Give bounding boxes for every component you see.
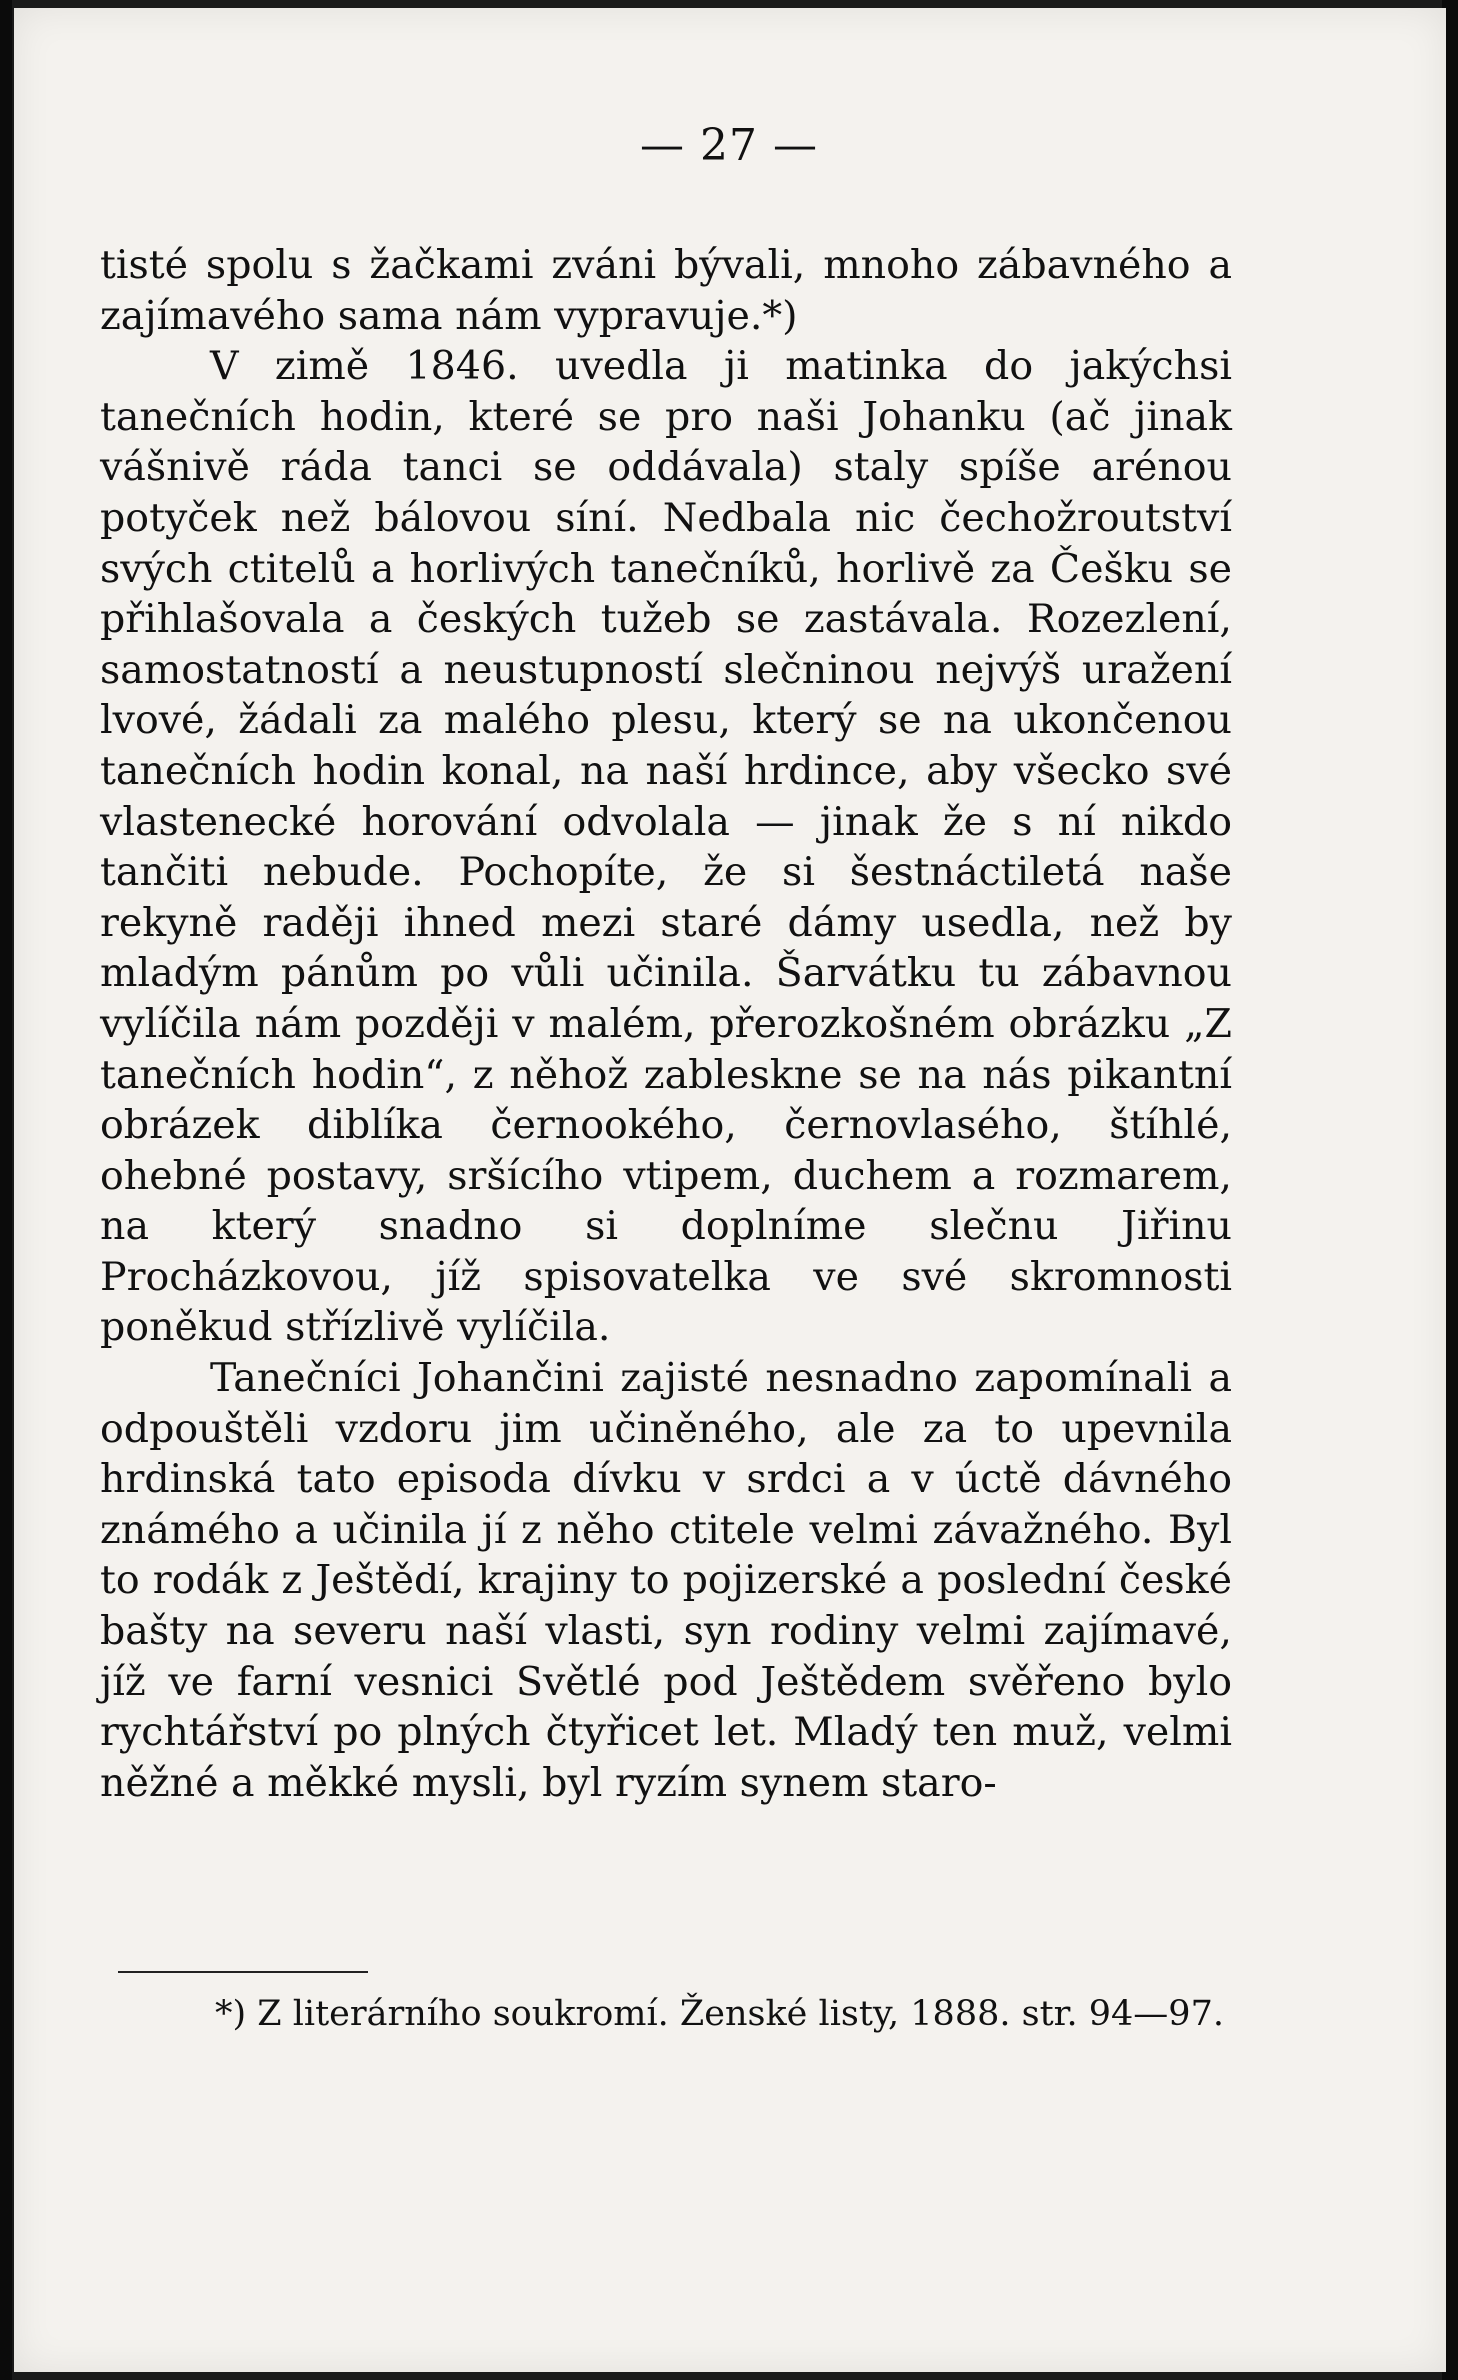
body-text: [100, 240, 1232, 1808]
paragraph: V zimě 1846. uvedla ji matinka do jakýchsi tanečních hodin, které se pro naši Johanku (ač jinak vášnivě ráda tanci se oddávala) staly spíše arénou potyček než bálovou síní. Nedbala nic čechožroutství svých ctitelů a horlivých tanečníků, horlivě za Češku se přihlašovala a českých tužeb se zastávala. Rozezlení, samostatností a neustupností slečninou nejvýš uražení lvové, žádali za malého plesu, který se na ukončenou tanečních hodin konal, na naší hrdince, aby všecko své vlastenecké horování odvolala — jinak že s ní nikdo tančiti nebude. Pochopíte, že si šestnáctiletá naše rekyně raději ihned mezi staré dámy usedla, než by mladým pánům po vůli učinila. Šarvátku tu zábavnou vylíčila nám později v malém, přerozkošném obrázku „Z tanečních hodin“, z něhož zableskne se na nás pikantní obrázek diblíka černookého, černovlasého, štíhlé, ohebné postavy, sršícího vtipem, duchem a rozmarem, na který snadno si doplníme slečnu Jiřinu Procházkovou, jíž spisovatelka ve své skromnosti poněkud střízlivě vylíčila.: [100, 343, 1232, 1351]
paragraph: Tanečníci Johančini zajisté nesnadno zapomínali a odpouštěli vzdoru jim učiněného, ale za to upevnila hrdinská tato episoda dívku v srdci a v úctě dávného známého a učinila jí z něho ctitele velmi závažného. Byl to rodák z Ještědí, krajiny to pojizerské a poslední české bašty na severu naší vlasti, syn rodiny velmi zajímavé, jíž ve farní vesnici Světlé pod Ještědem svěřeno bylo rychtářství po plných čtyřicet let. Mladý ten muž, velmi něžné a měkké mysli, byl ryzím synem staro-: [100, 1355, 1232, 1806]
page-number: — 27 —: [640, 120, 818, 171]
footnote: [100, 1992, 1232, 2036]
paragraph-continuation: tisté spolu s žačkami zváni bývali, mnoho zábavného a zajímavého sama nám vypravuje.*): [100, 242, 1232, 339]
footnote-divider: [118, 1971, 368, 1973]
scan-left-edge: [0, 0, 12, 2380]
footnote-text: *) Z literárního soukromí. Ženské listy, 1888. str. 94—97.: [215, 1994, 1224, 2034]
